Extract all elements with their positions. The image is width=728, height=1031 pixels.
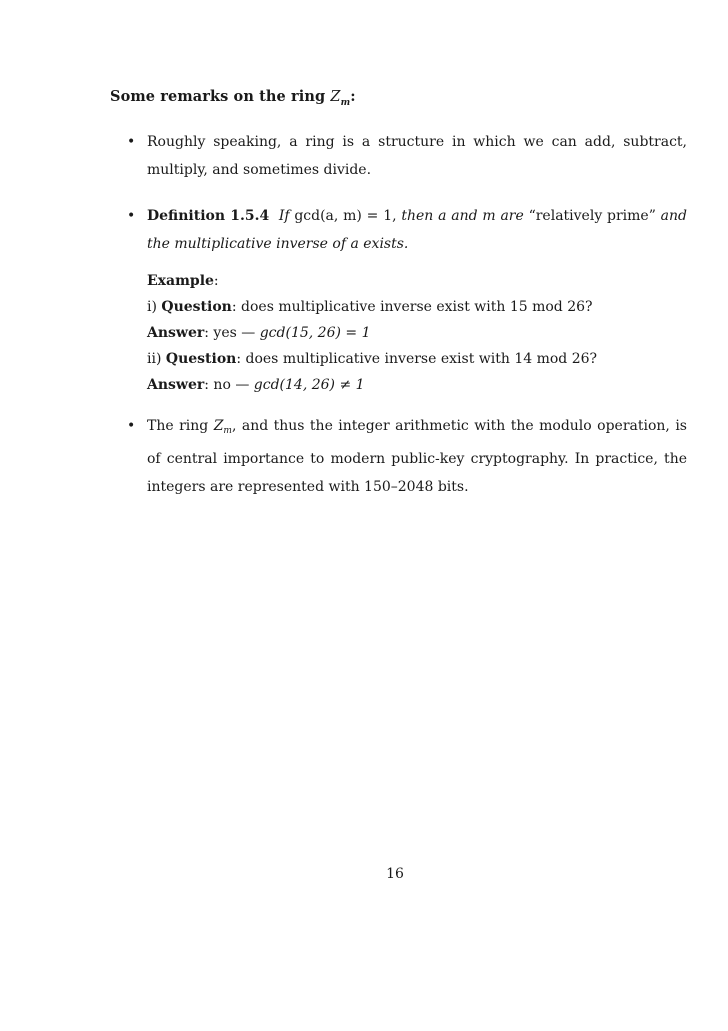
- example-label: Example: [147, 273, 214, 289]
- definition-then: then a and m are: [401, 208, 529, 224]
- list-item-ring-intro: [127, 128, 687, 184]
- bullet-icon: •: [127, 418, 136, 434]
- a1-text: : yes —: [204, 325, 260, 341]
- q1-label: Question: [161, 299, 232, 315]
- ring-importance-text: [147, 412, 687, 501]
- a2-text: : no —: [204, 377, 254, 393]
- heading-text: Some remarks on the ring: [110, 88, 331, 105]
- a1-label: Answer: [147, 325, 205, 341]
- heading-math-sub: m: [340, 97, 351, 108]
- example-question-2: [147, 346, 687, 372]
- example-block: [147, 268, 687, 398]
- q1-prefix: i): [147, 299, 162, 315]
- definition-text: [147, 202, 687, 258]
- q2-label: Question: [165, 351, 237, 367]
- ring-intro-text: Roughly speaking, a ring is a structure in which we can add, subtract, multiply, and sometimes divide.: [147, 134, 687, 178]
- bullet-icon: •: [127, 208, 136, 224]
- heading-colon: :: [350, 88, 356, 105]
- a2-label: Answer: [147, 377, 205, 393]
- ring-importance-math-sub: m: [223, 426, 232, 436]
- example-answer-2: [147, 372, 687, 398]
- ring-importance-math-z: Z: [213, 418, 224, 434]
- list-item-ring-importance: [127, 412, 687, 501]
- example-question-1: [147, 294, 687, 320]
- ring-importance-post: , and thus the integer arithmetic with the modulo operation, is of central importance to modern public-key cryptography. In practice, the integers are represented with 150–2048 bits.: [147, 418, 687, 495]
- heading-math-z: Z: [330, 89, 341, 105]
- page-number: 16: [386, 866, 404, 882]
- q2-text: : does multiplicative inverse exist with 14 mod 26?: [236, 351, 598, 367]
- q1-text: : does multiplicative inverse exist with 15 mod 26?: [231, 299, 593, 315]
- bullet-icon: •: [127, 134, 136, 150]
- example-answer-1: [147, 320, 687, 346]
- definition-gcd: gcd(a, m) = 1,: [289, 208, 402, 224]
- definition-rest: and the multiplicative inverse of a exists.: [147, 208, 687, 252]
- a2-math: gcd(14, 26) ≠ 1: [253, 377, 365, 393]
- definition-label: Definition 1.5.4: [147, 208, 270, 224]
- q2-prefix: ii): [147, 351, 166, 367]
- example-colon: :: [213, 273, 219, 289]
- definition-if: If: [278, 208, 290, 224]
- a1-math: gcd(15, 26) = 1: [259, 325, 371, 341]
- list-item-definition: [127, 202, 687, 398]
- ring-importance-pre: The ring: [147, 418, 214, 434]
- bullet-list: [127, 128, 687, 501]
- definition-quote: “relatively prime”: [528, 208, 656, 224]
- example-heading: [147, 268, 687, 294]
- section-heading: [110, 88, 356, 108]
